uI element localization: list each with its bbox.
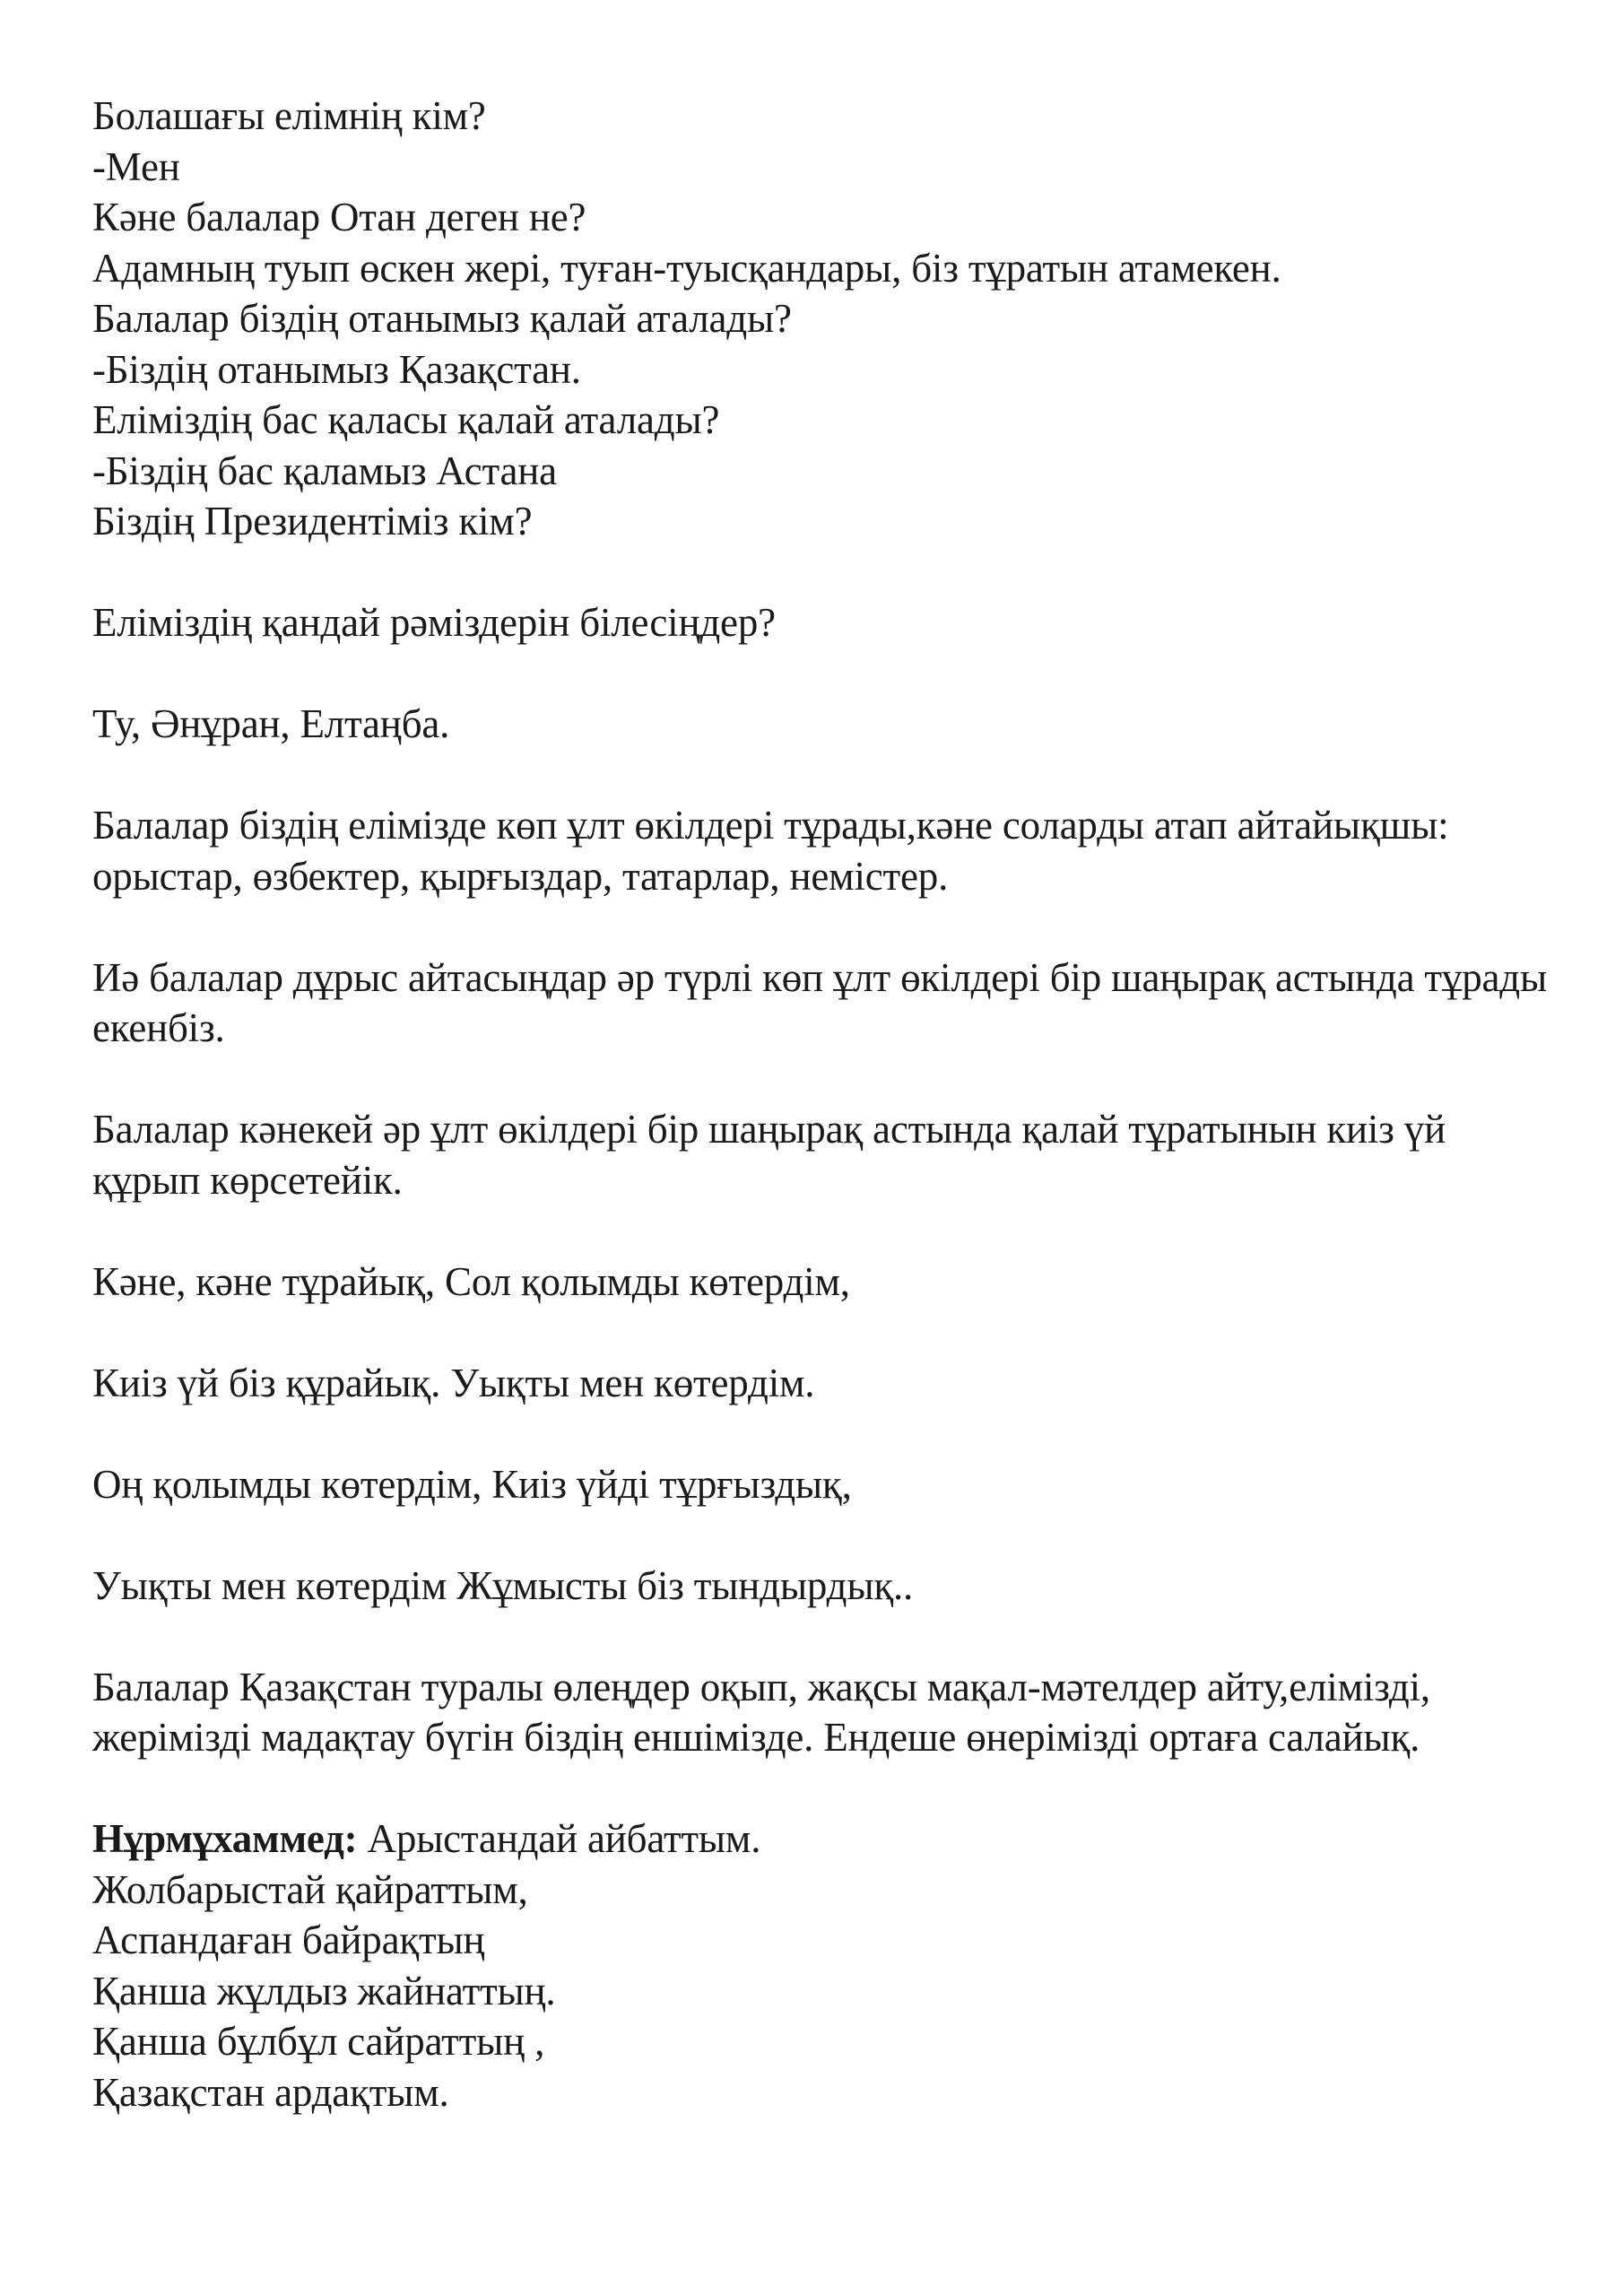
text-line: -Мен: [92, 144, 180, 189]
text-line: Балалар біздің отанымыз қалай аталады?: [92, 296, 792, 341]
speaker-name: Нұрмұхаммед:: [92, 1816, 358, 1861]
text-line-speaker: [92, 1813, 1570, 1865]
paragraph-action-2: [92, 1358, 1570, 1409]
poem-line: Қанша бұлбұл сайраттың ,: [92, 2019, 545, 2064]
text-line: Киіз үй біз құрайық. Уықты мен көтердім.: [92, 1360, 815, 1405]
paragraph-answer: [92, 699, 1570, 750]
speaker-line-text: Арыстандай айбаттым.: [367, 1816, 761, 1861]
paragraph-closing: [92, 1662, 1570, 1763]
text-line: -Біздің отанымыз Қазақстан.: [92, 346, 581, 392]
paragraph-shanyrak: [92, 952, 1570, 1054]
poem-line: Қазақстан ардақтым.: [92, 2069, 449, 2115]
text-line: Біздің Президентіміз кім?: [92, 499, 533, 544]
text-line: Болашағы елімнің кім?: [92, 93, 486, 138]
text-line: Кәне балалар Отан деген не?: [92, 195, 586, 239]
paragraph-question: [92, 597, 1570, 648]
text-line: екенбіз.: [92, 1005, 225, 1050]
paragraph-yurt-intro: [92, 1104, 1570, 1205]
poem-line: Жолбарыстай қайраттым,: [92, 1866, 528, 1912]
paragraph-poem: [92, 1813, 1570, 2118]
poem-line: Қанша жұлдыз жайнаттың.: [92, 1968, 556, 2013]
paragraph-action-1: [92, 1257, 1570, 1308]
text-line: Балалар Қазақстан туралы өлеңдер оқып, жақсы мақал-мәтелдер айту,елімізді,: [92, 1664, 1430, 1709]
text-line: Балалар кәнекей әр ұлт өкілдері бір шаңырақ астында қалай тұратынын киіз үй: [92, 1107, 1446, 1152]
text-line: Кәне, кәне тұрайық, Сол қолымды көтердім,: [92, 1258, 850, 1304]
text-line: Еліміздің қандай рәміздерін білесіңдер?: [92, 600, 776, 645]
text-line: Ту, Әнұран, Елтаңба.: [92, 701, 450, 746]
text-line: құрып көрсетейік.: [92, 1157, 403, 1203]
paragraph-dialogue: [92, 91, 1570, 547]
poem-line: Аспандаған байрақтың: [92, 1918, 485, 1962]
text-line: Оң қолымды көтердім, Киіз үйді тұрғыздық,: [92, 1461, 852, 1507]
paragraph-nations: [92, 800, 1570, 901]
text-line: Адамның туып өскен жері, туған-туысқандары, біз тұратын атамекен.: [92, 245, 1281, 291]
paragraph-action-3: [92, 1459, 1570, 1510]
text-line: орыстар, өзбектер, қырғыздар, татарлар, немістер.: [92, 853, 949, 899]
paragraph-action-4: [92, 1561, 1570, 1612]
text-line: жерімізді мадақтау бүгін біздің еншімізде. Ендеше өнерімізді ортаға салайық.: [92, 1715, 1420, 1760]
text-line: -Біздің бас қаламыз Астана: [92, 448, 557, 493]
text-line: Еліміздің бас қаласы қалай аталады?: [92, 397, 720, 442]
text-line: Иә балалар дұрыс айтасыңдар әр түрлі көп ұлт өкілдері бір шаңырақ астында тұрады: [92, 954, 1547, 1000]
text-line: Балалар біздің елімізде көп ұлт өкілдері тұрады,кәне соларды атап айтайықшы:: [92, 803, 1449, 848]
text-line: Уықты мен көтердім Жұмысты біз тындырдық..: [92, 1562, 914, 1608]
